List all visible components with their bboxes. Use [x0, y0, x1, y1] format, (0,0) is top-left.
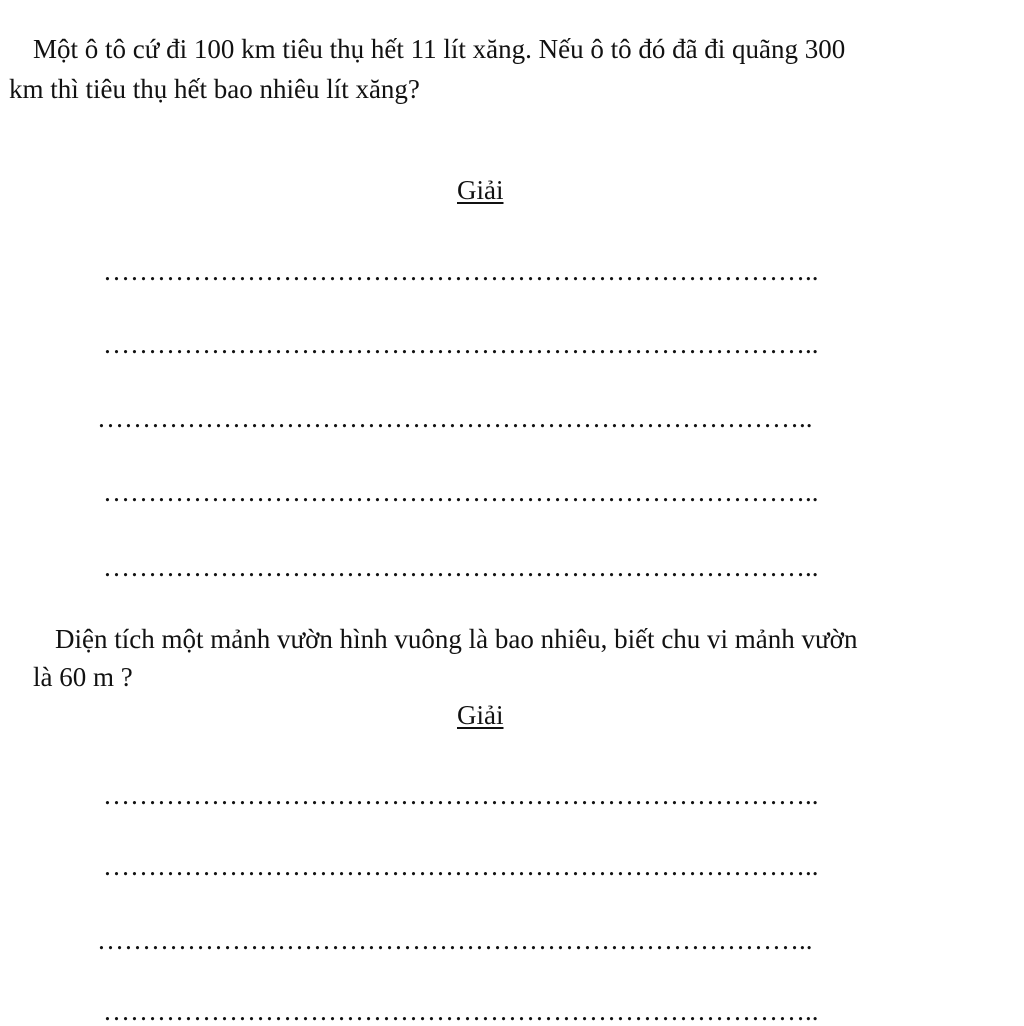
- problem-2-answer-line: ……………………………………………………………………..: [103, 851, 819, 881]
- problem-1-answer-line: ……………………………………………………………………..: [103, 256, 819, 286]
- problem-2-answer-line: ……………………………………………………………………..: [103, 996, 819, 1026]
- problem-2-answer-line: ……………………………………………………………………..: [97, 925, 813, 955]
- problem-1-text-line-2: km thì tiêu thụ hết bao nhiêu lít xăng?: [9, 74, 420, 104]
- problem-1-answer-line: ……………………………………………………………………..: [103, 477, 819, 507]
- problem-2-text-line-2: là 60 m ?: [33, 662, 133, 692]
- problem-2-text-line-1: Diện tích một mảnh vườn hình vuông là bao nhiêu, biết chu vi mảnh vườn: [55, 624, 858, 654]
- problem-1-text-line-1: Một ô tô cứ đi 100 km tiêu thụ hết 11 lít xăng. Nếu ô tô đó đã đi quãng 300: [33, 34, 846, 64]
- problem-1-answer-line: ……………………………………………………………………..: [97, 403, 813, 433]
- problem-2-solution-heading: Giải: [457, 700, 504, 730]
- problem-1-solution-heading: Giải: [457, 175, 504, 205]
- problem-1-answer-line: ……………………………………………………………………..: [103, 329, 819, 359]
- problem-1-answer-line: ……………………………………………………………………..: [103, 552, 819, 582]
- problem-2-answer-line: ……………………………………………………………………..: [103, 780, 819, 810]
